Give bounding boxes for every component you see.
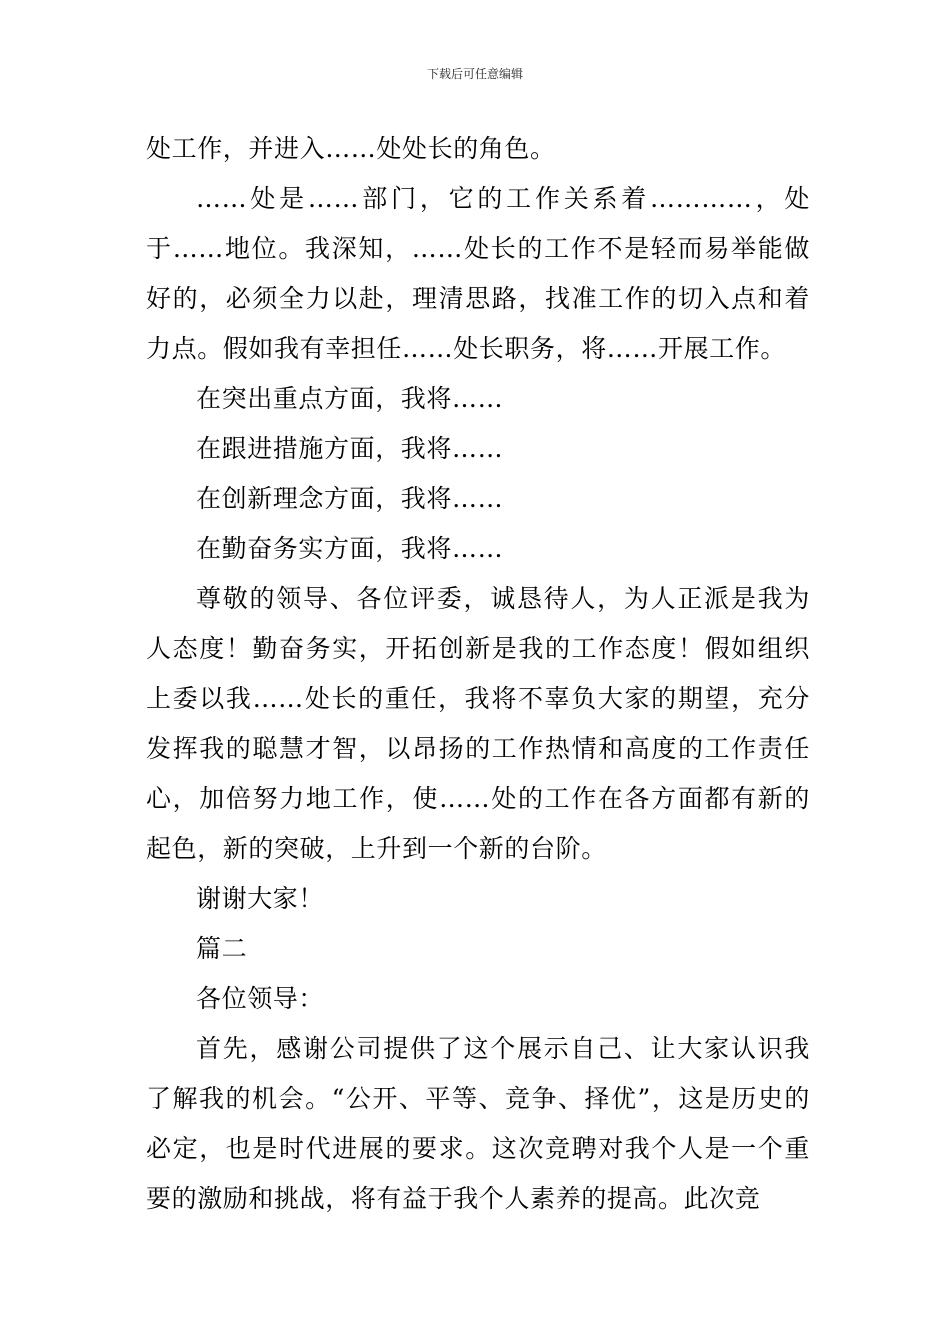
salutation: 各位领导： xyxy=(196,984,325,1013)
paragraph-focus: 在突出重点方面，我将…… xyxy=(196,384,504,413)
paragraph-commitment: 尊敬的领导、各位评委，诚恳待人，为人正派是我为人态度！勤奋务实，开拓创新是我的工作态度！假如组织上委以我……处长的重任，我将不辜负大家的期望，充分发挥我的聪慧才智，以昂扬的工作热情和高度的工作责任心，加倍努力地工作，使……处的工作在各方面都有新的起色，新的突破，上升到一个新的台阶。 xyxy=(146,584,810,863)
paragraph-thanks: 谢谢大家！ xyxy=(196,884,325,913)
header-note: 下载后可任意编辑 xyxy=(426,67,523,81)
paragraph-innovation: 在创新理念方面，我将…… xyxy=(196,484,504,513)
paragraph-opening: 首先，感谢公司提供了这个展示自己、让大家认识我了解我的机会。“公开、平等、竞争、择优”，这是历史的必定，也是时代进展的要求。这次竞聘对我个人是一个重要的激励和挑战，将有益于我个人素养的提高。此次竞 xyxy=(146,1034,810,1213)
section-heading: 篇二 xyxy=(196,934,248,963)
paragraph-measures: 在跟进措施方面，我将…… xyxy=(196,434,504,463)
paragraph-continuation: 处工作，并进入……处处长的角色。 xyxy=(146,134,556,163)
paragraph-diligence: 在勤奋务实方面，我将…… xyxy=(196,534,504,563)
paragraph-department-role: ……处是……部门，它的工作关系着…………，处于……地位。我深知，……处长的工作不是轻而易举能做好的，必须全力以赴，理清思路，找准工作的切入点和着力点。假如我有幸担任……处长职务，将……开展工作。 xyxy=(146,184,810,363)
document-body xyxy=(146,124,810,1224)
